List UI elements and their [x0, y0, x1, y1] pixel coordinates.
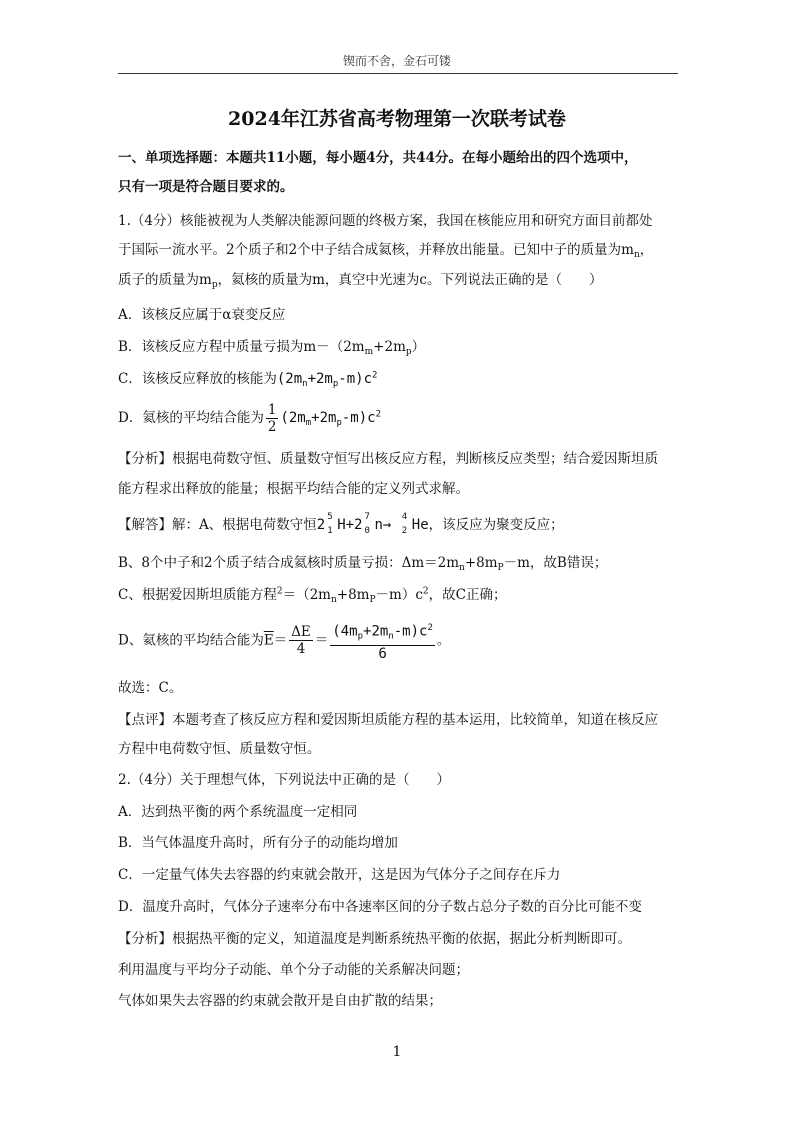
q2-analysis-line1: 【分析】根据热平衡的定义，知道温度是判断系统热平衡的依据，据此分析判断即可。	[118, 931, 631, 947]
q1-analysis-line2: 能方程求出释放的能量；根据平均结合能的定义列式求解。	[118, 481, 469, 497]
q1-solution-a: 【解答】解：A、根据电荷数守恒2 5 1 H+2 7 0 n→ 4 2 He，该反应为聚变反应；	[118, 512, 564, 536]
q2-stem: 2.（4分）关于理想气体，下列说法中正确的是（ ）	[118, 772, 450, 788]
header-motto: 锲而不舍，金石可镂	[342, 54, 451, 68]
q1-option-a: A．该核反应属于α衰变反应	[118, 307, 286, 323]
fraction-binding-energy: $\frac{(4m_p+2m_n-m)c^2}{6}$	[330, 620, 435, 662]
q2-option-c: C．一定量气体失去容器的约束就会散开，这是因为气体分子之间存在斥力	[118, 867, 561, 883]
header-rule	[118, 73, 678, 74]
q2-option-b: B．当气体温度升高时，所有分子的动能均增加	[118, 835, 398, 851]
q1-solution-c: C、根据爱因斯坦质能方程$^2=(2m_n+8m_P-m)c^2$，故C正确；	[118, 586, 507, 605]
q1-solution-b: B、8个中子和2个质子结合成氦核时质量亏损：$\Delta m=2m_n+8m_P-m$，故B错误；	[118, 555, 608, 573]
q2-option-d: D．温度升高时，气体分子速率分布中各速率区间的分子数占总分子数的百分比可能不变	[118, 899, 642, 915]
q1-option-d: D．氦核的平均结合能为 $\frac{1}{2}$ $(2m_m+2m_p-m)c^2$	[118, 402, 381, 435]
q1-comment-line2: 方程中电荷数守恒、质量数守恒。	[118, 741, 321, 757]
section-heading-line1: 一、单项选择题：本题共11小题，每小题4分，共44分。在每小题给出的四个选项中，	[118, 150, 638, 166]
q2-analysis-line2: 利用温度与平均分子动能、单个分子动能的关系解决问题；	[118, 962, 469, 978]
q1-solution-d: D、氦核的平均结合能为$\overline{E}=$ $\frac{\Delta E}{4}$ ＝ $\frac{(4m_p+2m_n-m)c^2}{6}$ 。	[118, 620, 678, 662]
nuclear-equation: 2 5 1 H+2 7 0 n→ 4 2 He	[316, 512, 429, 536]
section-heading-line2: 只有一项是符合题目要求的。	[118, 179, 294, 195]
q1-stem-line2: 于国际一流水平。2个质子和2个中子结合成氦核，并释放出能量。已知中子的质量为$m_n$，	[118, 242, 654, 260]
q1-answer: 故选：C。	[118, 680, 183, 696]
q1-stem-line1: 1.（4分）核能被视为人类解决能源问题的终极方案，我国在核能应用和研究方面目前都处	[118, 213, 653, 229]
fraction-delta-e: $\frac{\Delta E}{4}$	[291, 624, 311, 658]
q2-analysis-line3: 气体如果失去容器的约束就会散开是自由扩散的结果；	[118, 993, 442, 1009]
page-title: 2024年江苏省高考物理第一次联考试卷	[228, 108, 566, 130]
q1-option-b: B．该核反应方程中质量亏损为$m-(2m_m+2m_p)$	[118, 339, 426, 357]
q1-option-c: C．该核反应释放的核能为$(2m_n+2m_p-m)c^2$	[118, 370, 378, 389]
q1-stem-line3: 质子的质量为$m_p$，氦核的质量为m，真空中光速为c。下列说法正确的是（ ）	[118, 272, 603, 290]
fraction-one-half: $\frac{1}{2}$	[267, 402, 277, 435]
q1-analysis-line1: 【分析】根据电荷数守恒、质量数守恒写出核反应方程，判断核反应类型；结合爱因斯坦质	[118, 451, 658, 467]
page-number: 1	[392, 1044, 402, 1060]
q2-option-a: A．达到热平衡的两个系统温度一定相同	[118, 804, 358, 820]
q1-comment-line1: 【点评】本题考查了核反应方程和爱因斯坦质能方程的基本运用，比较简单，知道在核反应	[118, 712, 658, 728]
